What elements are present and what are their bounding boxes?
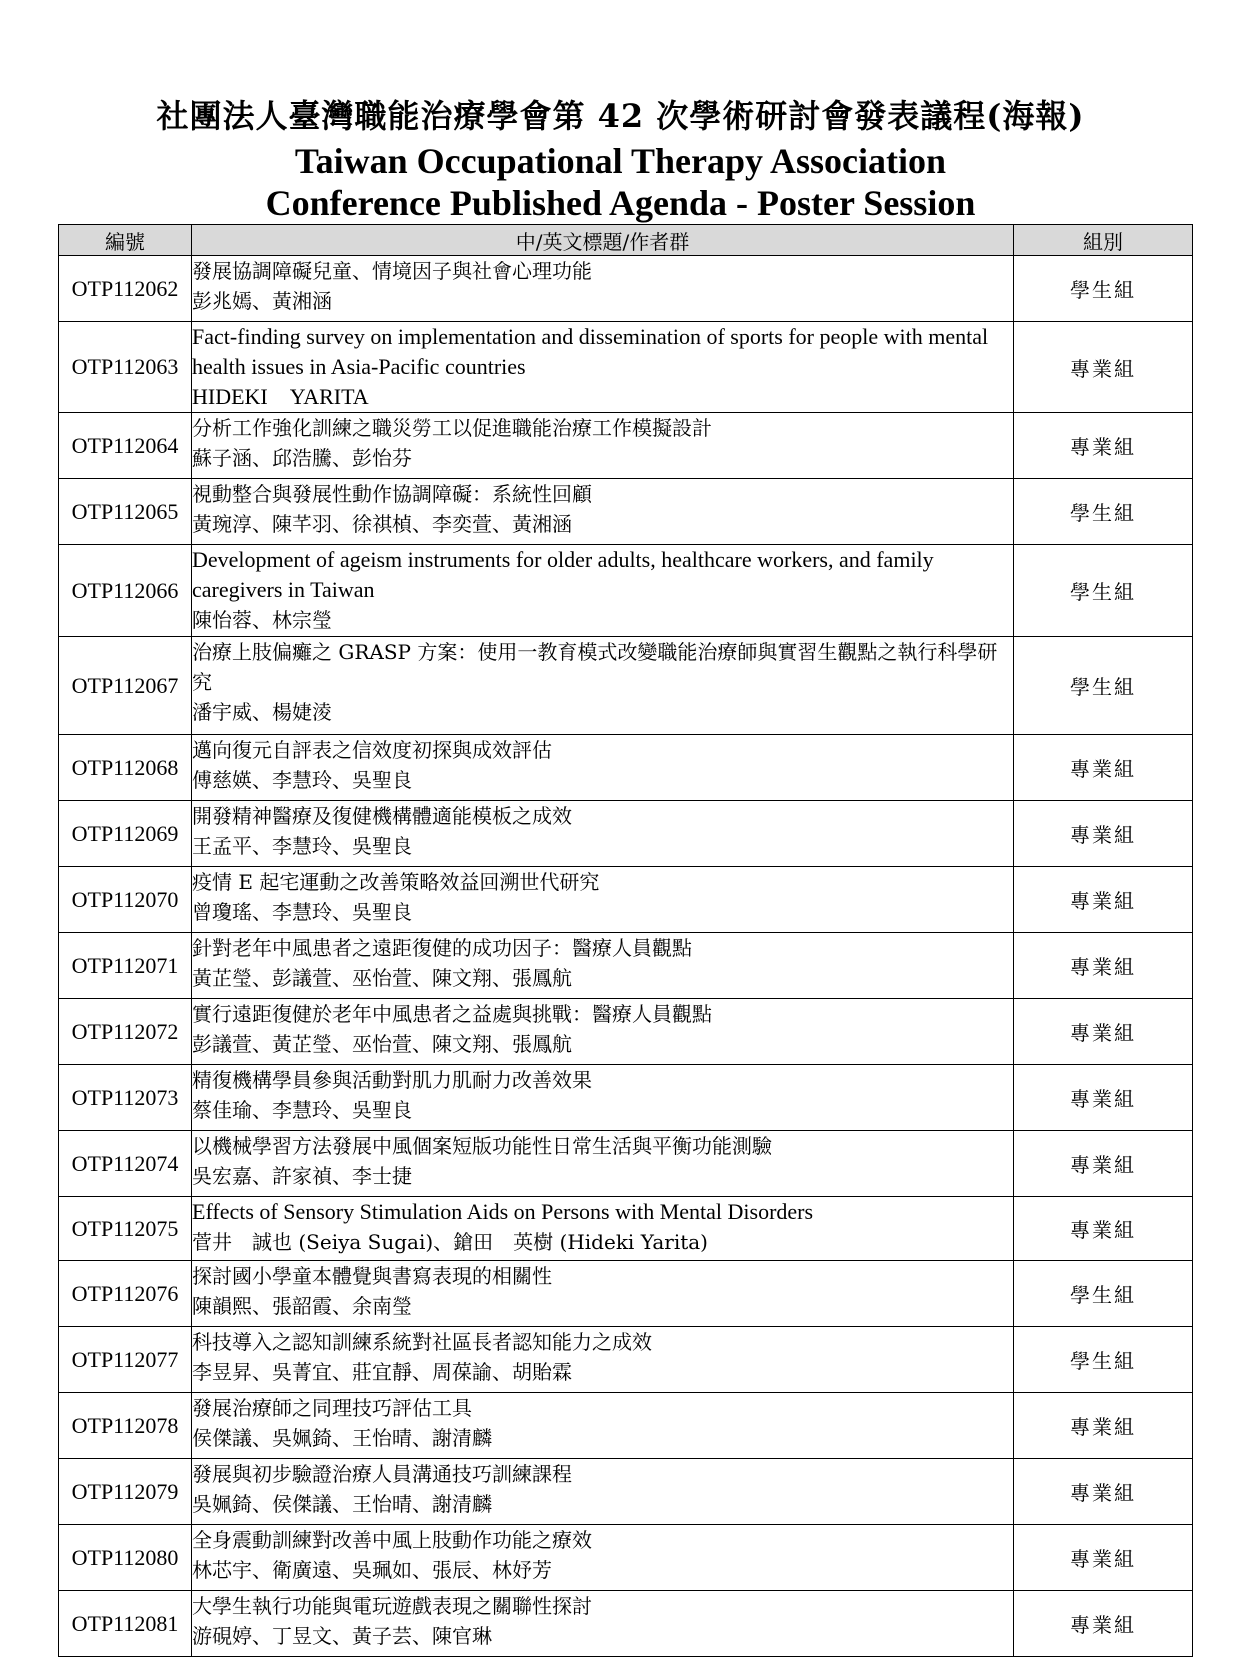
row-id: OTP112075 — [59, 1197, 192, 1261]
row-title-cell — [192, 1065, 1014, 1131]
row-id: OTP112064 — [59, 413, 192, 479]
table-row — [59, 322, 1193, 413]
row-title-cell — [192, 1131, 1014, 1197]
table-row — [59, 1591, 1193, 1657]
row-group: 專業組 — [1014, 413, 1193, 479]
row-title-cell — [192, 256, 1014, 322]
row-group: 學生組 — [1014, 545, 1193, 637]
row-title: 探討國小學童本體覺與書寫表現的相關性 — [192, 1264, 552, 1288]
table-row — [59, 479, 1193, 545]
table-row — [59, 1131, 1193, 1197]
title-english-line-2: Conference Published Agenda - Poster Session — [265, 183, 976, 223]
row-id: OTP112068 — [59, 735, 192, 801]
row-title-cell — [192, 322, 1014, 413]
row-group: 學生組 — [1014, 256, 1193, 322]
row-id: OTP112066 — [59, 545, 192, 637]
row-authors: 曾瓊瑤、李慧玲、吳聖良 — [192, 900, 412, 924]
row-title-cell — [192, 1197, 1014, 1261]
row-group: 專業組 — [1014, 1065, 1193, 1131]
row-group: 學生組 — [1014, 1327, 1193, 1393]
row-group: 專業組 — [1014, 1393, 1193, 1459]
table-row — [59, 933, 1193, 999]
row-title-cell — [192, 1459, 1014, 1525]
row-authors: 菅井 誠也 (Seiya Sugai)、鎗田 英樹 (Hideki Yarita) — [192, 1230, 708, 1254]
row-id: OTP112062 — [59, 256, 192, 322]
row-authors: 蔡佳瑜、李慧玲、吳聖良 — [192, 1098, 412, 1122]
row-authors: 游硯婷、丁昱文、黃子芸、陳官琳 — [192, 1624, 492, 1648]
table-row — [59, 256, 1193, 322]
table-header-row — [59, 225, 1193, 256]
row-id: OTP112081 — [59, 1591, 192, 1657]
row-title-cell — [192, 735, 1014, 801]
row-id: OTP112070 — [59, 867, 192, 933]
row-title-cell — [192, 1525, 1014, 1591]
table-row — [59, 1393, 1193, 1459]
row-id: OTP112067 — [59, 637, 192, 735]
row-authors: 蘇子涵、邱浩騰、彭怡芬 — [192, 446, 412, 470]
row-title-cell — [192, 933, 1014, 999]
row-title: 發展與初步驗證治療人員溝通技巧訓練課程 — [192, 1462, 572, 1486]
row-title-cell — [192, 479, 1014, 545]
table-row — [59, 637, 1193, 735]
table-row — [59, 867, 1193, 933]
row-group: 專業組 — [1014, 1525, 1193, 1591]
row-authors: 陳韻熙、張韶霞、余南瑩 — [192, 1294, 412, 1318]
row-title-cell — [192, 801, 1014, 867]
table-row — [59, 999, 1193, 1065]
row-authors: 李昱昇、吳菁宜、莊宜靜、周葆諭、胡貽霖 — [192, 1360, 572, 1384]
column-header-group: 組別 — [1014, 225, 1193, 256]
row-title: 邁向復元自評表之信效度初探與成效評估 — [192, 738, 552, 762]
poster-agenda-table — [58, 224, 1193, 1657]
row-group: 學生組 — [1014, 479, 1193, 545]
row-title-cell — [192, 1327, 1014, 1393]
row-title: 分析工作強化訓練之職災勞工以促進職能治療工作模擬設計 — [192, 416, 712, 440]
row-authors: 彭議萱、黃芷瑩、巫怡萱、陳文翔、張鳳航 — [192, 1032, 572, 1056]
row-group: 專業組 — [1014, 801, 1193, 867]
table-row — [59, 1197, 1193, 1261]
table-row — [59, 545, 1193, 637]
row-title: Development of ageism instruments for older adults, healthcare workers, and family caregivers in Taiwan — [192, 547, 934, 602]
row-id: OTP112072 — [59, 999, 192, 1065]
row-authors: 侯傑議、吳姵錡、王怡晴、謝清麟 — [192, 1426, 492, 1450]
row-group: 學生組 — [1014, 1261, 1193, 1327]
row-id: OTP112065 — [59, 479, 192, 545]
row-group: 專業組 — [1014, 1197, 1193, 1261]
row-id: OTP112078 — [59, 1393, 192, 1459]
row-authors: 吳宏嘉、許家禎、李士捷 — [192, 1164, 412, 1188]
row-group: 學生組 — [1014, 637, 1193, 735]
row-group: 專業組 — [1014, 735, 1193, 801]
row-title: 發展治療師之同理技巧評估工具 — [192, 1396, 472, 1420]
row-id: OTP112077 — [59, 1327, 192, 1393]
title-chinese: 社團法人臺灣職能治療學會第 42 次學術研討會發表議程(海報) — [156, 97, 1085, 135]
row-authors: 林芯宇、衛廣遠、吳珮如、張辰、林妤芳 — [192, 1558, 552, 1582]
row-title: 以機械學習方法發展中風個案短版功能性日常生活與平衡功能測驗 — [192, 1134, 772, 1158]
row-authors: 吳姵錡、侯傑議、王怡晴、謝清麟 — [192, 1492, 492, 1516]
row-authors: 王孟平、李慧玲、吳聖良 — [192, 834, 412, 858]
row-title-cell — [192, 1261, 1014, 1327]
row-title-cell — [192, 1393, 1014, 1459]
row-title: 大學生執行功能與電玩遊戲表現之關聯性探討 — [192, 1594, 592, 1618]
row-authors: 潘宇威、楊婕淩 — [192, 700, 332, 724]
row-title: 視動整合與發展性動作協調障礙：系統性回顧 — [192, 482, 592, 506]
row-title: 治療上肢偏癱之 GRASP 方案：使用一教育模式改變職能治療師與實習生觀點之執行科學研究 — [192, 640, 998, 694]
row-group: 專業組 — [1014, 1459, 1193, 1525]
row-id: OTP112071 — [59, 933, 192, 999]
table-row — [59, 1065, 1193, 1131]
table-row — [59, 1261, 1193, 1327]
row-id: OTP112069 — [59, 801, 192, 867]
row-title-cell — [192, 637, 1014, 735]
row-title: 全身震動訓練對改善中風上肢動作功能之療效 — [192, 1528, 592, 1552]
row-title-cell — [192, 413, 1014, 479]
row-title-cell — [192, 999, 1014, 1065]
row-id: OTP112063 — [59, 322, 192, 413]
row-id: OTP112073 — [59, 1065, 192, 1131]
row-title: 針對老年中風患者之遠距復健的成功因子：醫療人員觀點 — [192, 936, 692, 960]
row-title-cell — [192, 1591, 1014, 1657]
row-title-cell — [192, 545, 1014, 637]
row-title: 實行遠距復健於老年中風患者之益處與挑戰：醫療人員觀點 — [192, 1002, 712, 1026]
row-title: 精復機構學員參與活動對肌力肌耐力改善效果 — [192, 1068, 592, 1092]
row-id: OTP112080 — [59, 1525, 192, 1591]
row-authors: HIDEKI YARITA — [192, 384, 369, 409]
table-row — [59, 735, 1193, 801]
row-title: 疫情 E 起宅運動之改善策略效益回溯世代研究 — [192, 870, 600, 894]
column-header-title: 中/英文標題/作者群 — [192, 225, 1014, 256]
row-group: 專業組 — [1014, 1131, 1193, 1197]
row-group: 專業組 — [1014, 867, 1193, 933]
row-id: OTP112079 — [59, 1459, 192, 1525]
row-group: 專業組 — [1014, 322, 1193, 413]
row-id: OTP112074 — [59, 1131, 192, 1197]
row-authors: 彭兆嫣、黃湘涵 — [192, 289, 332, 313]
row-authors: 陳怡蓉、林宗瑩 — [192, 608, 332, 632]
column-header-id: 編號 — [59, 225, 192, 256]
row-title: Fact-finding survey on implementation and dissemination of sports for people with mental health issues in Asia-Pacific countries — [192, 324, 989, 379]
row-title: 發展協調障礙兒童、情境因子與社會心理功能 — [192, 259, 592, 283]
title-english-line-1: Taiwan Occupational Therapy Association — [294, 141, 947, 181]
table-row — [59, 1525, 1193, 1591]
row-title: 科技導入之認知訓練系統對社區長者認知能力之成效 — [192, 1330, 652, 1354]
row-authors: 黃芷瑩、彭議萱、巫怡萱、陳文翔、張鳳航 — [192, 966, 572, 990]
row-id: OTP112076 — [59, 1261, 192, 1327]
row-group: 專業組 — [1014, 933, 1193, 999]
row-title-cell — [192, 867, 1014, 933]
table-row — [59, 413, 1193, 479]
row-group: 專業組 — [1014, 999, 1193, 1065]
row-group: 專業組 — [1014, 1591, 1193, 1657]
table-row — [59, 801, 1193, 867]
row-authors: 黃琬淳、陳芊羽、徐祺楨、李奕萱、黃湘涵 — [192, 512, 572, 536]
table-row — [59, 1459, 1193, 1525]
document-title-block — [0, 92, 1241, 224]
table-row — [59, 1327, 1193, 1393]
row-authors: 傅慈媖、李慧玲、吳聖良 — [192, 768, 412, 792]
row-title: Effects of Sensory Stimulation Aids on Persons with Mental Disorders — [192, 1199, 814, 1224]
row-title: 開發精神醫療及復健機構體適能模板之成效 — [192, 804, 572, 828]
